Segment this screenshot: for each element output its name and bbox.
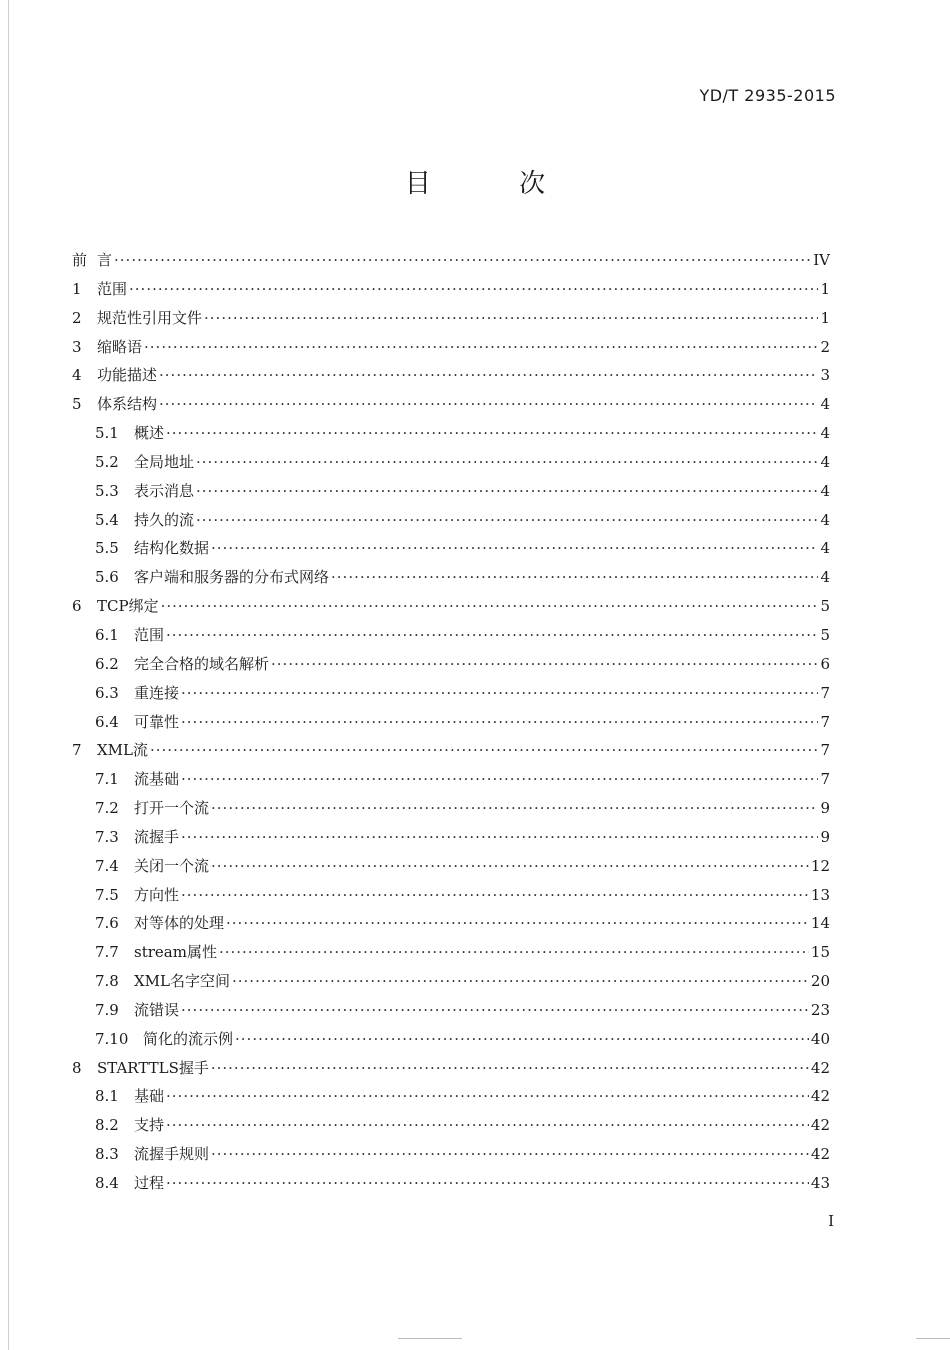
toc-entry[interactable] [72, 361, 830, 390]
toc-entry-number: 前 [72, 251, 88, 269]
toc-entry-page: 7 [820, 683, 830, 702]
toc-entry-page: 6 [820, 654, 830, 673]
toc-entry[interactable] [72, 765, 830, 794]
toc-entry-page: 4 [820, 539, 830, 558]
toc-entry-page: 5 [820, 625, 830, 644]
toc-entry-title: 体系结构 [97, 395, 158, 414]
toc-leader-dots [271, 650, 818, 679]
toc-entry-number: 6 [72, 597, 82, 616]
toc-entry[interactable] [72, 246, 830, 275]
toc-entry-number: 5.3 [95, 481, 119, 500]
toc-entry[interactable] [72, 1054, 830, 1083]
toc-entry-number: 5.1 [95, 424, 119, 443]
toc-leader-dots [181, 679, 818, 708]
toc-entry-title: 规范性引用文件 [97, 308, 203, 327]
toc-entry-number: 5.4 [95, 510, 119, 529]
toc-entry-title: 流错误 [134, 1000, 180, 1019]
toc-leader-dots [114, 246, 811, 275]
toc-leader-dots [211, 852, 809, 881]
toc-entry-number: 7.3 [95, 827, 119, 846]
toc-entry-page: 7 [820, 741, 830, 760]
toc-entry-number: 6.1 [95, 625, 119, 644]
toc-entry[interactable] [72, 275, 830, 304]
toc-entry-title: 对等体的处理 [134, 914, 225, 933]
toc-entry-title: 范围 [134, 625, 165, 644]
toc-entry-number: 1 [72, 279, 82, 298]
toc-entry-number: 8 [72, 1058, 82, 1077]
toc-leader-dots [235, 1025, 809, 1054]
toc-leader-dots [331, 563, 818, 592]
toc-leader-dots [211, 1054, 809, 1083]
toc-entry-title: 缩略语 [97, 337, 143, 356]
toc-leader-dots [166, 1111, 809, 1140]
toc-entry[interactable] [72, 1140, 830, 1169]
toc-entry-number: 5.5 [95, 539, 119, 558]
toc-entry-number: 6.4 [95, 712, 119, 731]
toc-entry-page: 42 [810, 1116, 830, 1135]
toc-entry-page: 7 [820, 712, 830, 731]
toc-leader-dots [159, 390, 818, 419]
toc-entry[interactable] [72, 1025, 830, 1054]
toc-entry-page: 9 [820, 827, 830, 846]
toc-entry-title: 结构化数据 [134, 539, 210, 558]
toc-entry-title: 打开一个流 [134, 799, 210, 818]
toc-entry-number: 7.2 [95, 799, 119, 818]
toc-entry-title: 可靠性 [134, 712, 180, 731]
toc-entry[interactable] [72, 823, 830, 852]
toc-entry-number: 6.2 [95, 654, 119, 673]
toc-entry[interactable] [72, 1111, 830, 1140]
toc-entry-title: STARTTLS握手 [97, 1058, 209, 1077]
toc-entry-page: 7 [820, 770, 830, 789]
toc-leader-dots [226, 909, 809, 938]
toc-entry-number: 7.4 [95, 856, 119, 875]
toc-entry-title: 简化的流示例 [143, 1029, 234, 1048]
toc-entry-page: 42 [810, 1087, 830, 1106]
toc-entry-page: 13 [810, 885, 830, 904]
toc-leader-dots [150, 736, 818, 765]
page-number: I [828, 1212, 834, 1230]
toc-leader-dots [181, 996, 809, 1025]
toc-entry-page: 1 [820, 279, 830, 298]
footer-scan-mark [398, 1338, 462, 1339]
toc-entry-page: 9 [820, 799, 830, 818]
toc-entry-title: 持久的流 [134, 510, 195, 529]
toc-entry-number: 6.3 [95, 683, 119, 702]
toc-entry[interactable] [72, 534, 830, 563]
toc-entry[interactable] [72, 794, 830, 823]
toc-entry[interactable] [72, 419, 830, 448]
toc-entry[interactable] [72, 736, 830, 765]
toc-entry-page: 12 [810, 856, 830, 875]
toc-leader-dots [181, 881, 809, 910]
toc-entry-title: TCP绑定 [97, 597, 159, 616]
toc-entry-number: 5.6 [95, 568, 119, 587]
toc-entry-title: 流握手 [134, 827, 180, 846]
toc-entry[interactable] [72, 621, 830, 650]
toc-leader-dots [204, 304, 818, 333]
toc-entry-page: IV [813, 251, 830, 269]
standard-code: YD/T 2935-2015 [699, 86, 836, 105]
toc-leader-dots [144, 333, 818, 362]
table-of-contents [72, 246, 830, 1198]
toc-leader-dots [196, 477, 818, 506]
toc-entry-title: 功能描述 [97, 366, 158, 385]
toc-entry-page: 43 [810, 1174, 830, 1192]
toc-entry-number: 7.5 [95, 885, 119, 904]
toc-entry[interactable] [72, 506, 830, 535]
toc-leader-dots [159, 361, 818, 390]
toc-entry-page: 4 [820, 568, 830, 587]
toc-entry-title: 完全合格的域名解析 [134, 654, 270, 673]
toc-leader-dots [181, 765, 818, 794]
toc-entry-title: 重连接 [134, 683, 180, 702]
toc-entry[interactable] [72, 390, 830, 419]
toc-entry-number: 5 [72, 395, 82, 414]
toc-entry-page: 4 [820, 452, 830, 471]
toc-entry[interactable] [72, 679, 830, 708]
toc-entry[interactable] [72, 592, 830, 621]
toc-entry-number: 7.6 [95, 914, 119, 933]
toc-entry-page: 42 [810, 1058, 830, 1077]
toc-entry[interactable] [72, 1169, 830, 1198]
toc-entry[interactable] [72, 708, 830, 737]
toc-leader-dots [181, 823, 818, 852]
toc-entry[interactable] [72, 448, 830, 477]
toc-entry-title: 全局地址 [134, 452, 195, 471]
toc-entry[interactable] [72, 909, 830, 938]
toc-entry-number: 5.2 [95, 452, 119, 471]
toc-entry-number: 8.2 [95, 1116, 119, 1135]
toc-entry-number: 3 [72, 337, 82, 356]
toc-entry-title: stream属性 [134, 943, 217, 962]
toc-entry-title: 客户端和服务器的分布式网络 [134, 568, 330, 587]
toc-entry[interactable] [72, 650, 830, 679]
toc-leader-dots [166, 419, 818, 448]
toc-entry[interactable] [72, 938, 830, 967]
page-title: 目 次 [404, 169, 586, 199]
toc-entry-number: 8.4 [95, 1174, 119, 1192]
toc-entry-number: 7.10 [95, 1029, 129, 1048]
toc-entry-page: 14 [810, 914, 830, 933]
toc-entry-title: 流握手规则 [134, 1145, 210, 1164]
toc-entry-title: 过程 [134, 1174, 165, 1192]
toc-entry-number: 8.1 [95, 1087, 119, 1106]
toc-entry-title: 言 [97, 251, 113, 269]
toc-entry-page: 4 [820, 510, 830, 529]
toc-entry-number: 7.8 [95, 972, 119, 991]
toc-entry[interactable] [72, 996, 830, 1025]
toc-entry[interactable] [72, 477, 830, 506]
toc-entry-page: 2 [820, 337, 830, 356]
toc-entry-page: 4 [820, 481, 830, 500]
toc-leader-dots [166, 1169, 809, 1198]
toc-entry-page: 3 [820, 366, 830, 385]
toc-entry-number: 7.7 [95, 943, 119, 962]
toc-entry-number: 7.9 [95, 1000, 119, 1019]
toc-leader-dots [196, 506, 818, 535]
toc-leader-dots [166, 621, 818, 650]
toc-leader-dots [196, 448, 818, 477]
toc-entry-title: 关闭一个流 [134, 856, 210, 875]
toc-entry[interactable] [72, 304, 830, 333]
toc-entry-number: 7 [72, 741, 82, 760]
toc-entry-title: 基础 [134, 1087, 165, 1106]
toc-entry-number: 8.3 [95, 1145, 119, 1164]
toc-entry-title: 支持 [134, 1116, 165, 1135]
toc-entry-title: 流基础 [134, 770, 180, 789]
toc-leader-dots [232, 967, 809, 996]
toc-leader-dots [166, 1082, 809, 1111]
toc-leader-dots [211, 534, 818, 563]
toc-entry[interactable] [72, 852, 830, 881]
toc-entry-number: 2 [72, 308, 82, 327]
toc-entry-title: 方向性 [134, 885, 180, 904]
toc-entry-page: 15 [810, 943, 830, 962]
toc-entry-number: 4 [72, 366, 82, 385]
toc-entry-number: 7.1 [95, 770, 119, 789]
toc-leader-dots [129, 275, 818, 304]
toc-leader-dots [211, 1140, 809, 1169]
footer-scan-mark [916, 1338, 950, 1339]
toc-leader-dots [181, 708, 818, 737]
toc-entry-page: 20 [810, 972, 830, 991]
toc-entry-title: 范围 [97, 279, 128, 298]
toc-entry-page: 1 [820, 308, 830, 327]
toc-entry-page: 40 [810, 1029, 830, 1048]
toc-entry-page: 42 [810, 1145, 830, 1164]
toc-entry[interactable] [72, 563, 830, 592]
toc-entry-title: XML流 [97, 741, 148, 760]
toc-entry[interactable] [72, 967, 830, 996]
toc-leader-dots [161, 592, 819, 621]
toc-entry-page: 4 [820, 424, 830, 443]
toc-entry[interactable] [72, 333, 830, 362]
scan-edge-line [8, 0, 9, 1350]
toc-entry[interactable] [72, 881, 830, 910]
toc-entry[interactable] [72, 1082, 830, 1111]
toc-leader-dots [219, 938, 809, 967]
toc-entry-title: 概述 [134, 424, 165, 443]
toc-entry-page: 23 [810, 1000, 830, 1019]
toc-entry-page: 5 [820, 597, 830, 616]
toc-entry-page: 4 [820, 395, 830, 414]
toc-entry-title: XML名字空间 [134, 972, 230, 991]
toc-leader-dots [211, 794, 818, 823]
toc-entry-title: 表示消息 [134, 481, 195, 500]
